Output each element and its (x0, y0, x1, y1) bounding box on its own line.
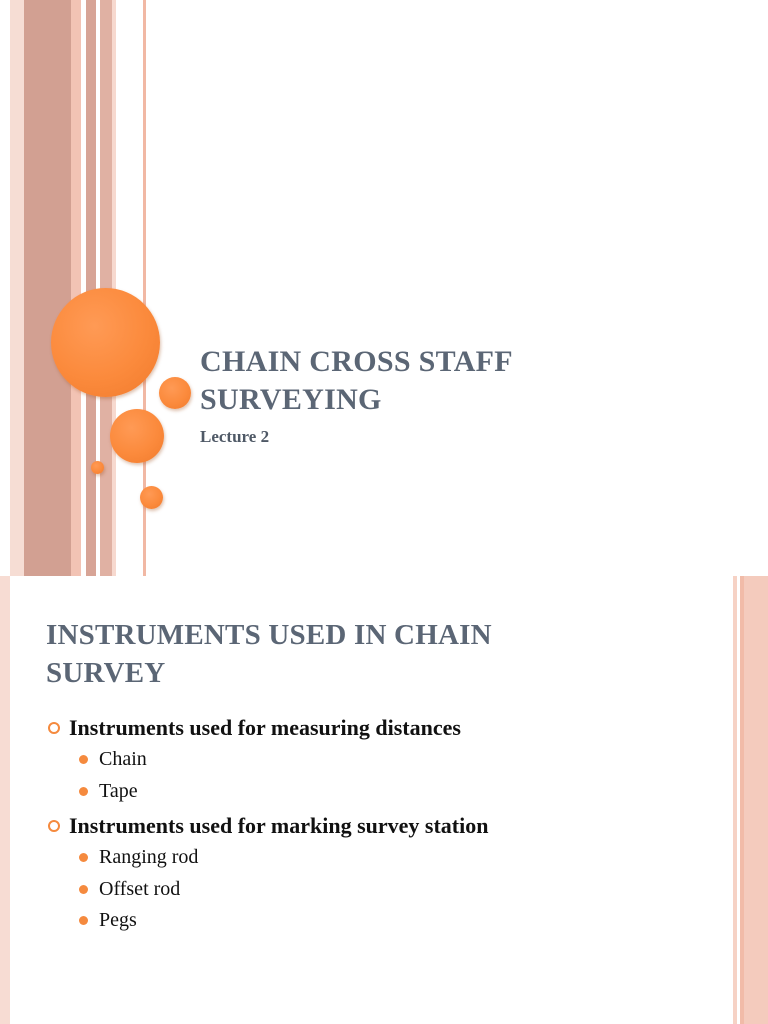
orange-circle-icon (140, 486, 163, 509)
filled-circle-bullet-icon (79, 885, 88, 894)
sub-list-item-text: Pegs (99, 909, 137, 931)
sub-list-item (69, 874, 708, 906)
right-edge-stripe (744, 576, 768, 1024)
slide-title (200, 343, 680, 419)
sub-list (69, 744, 708, 807)
stripe (71, 0, 81, 576)
list-item (48, 812, 708, 937)
orange-circle-icon (110, 409, 164, 463)
slide-title (46, 616, 686, 692)
sub-list-item-text: Tape (99, 779, 138, 802)
sub-list-item-text: Ranging rod (99, 846, 199, 868)
content-slide (0, 576, 768, 1024)
orange-circle-icon (159, 377, 191, 409)
slide-title-line: SURVEY (46, 657, 166, 689)
sub-list-item (69, 776, 708, 808)
filled-circle-bullet-icon (79, 916, 88, 925)
sub-list-item-text: Offset rod (99, 877, 181, 900)
filled-circle-bullet-icon (79, 755, 88, 764)
filled-circle-bullet-icon (79, 787, 88, 796)
hollow-circle-bullet-icon (48, 820, 60, 832)
stripe (10, 0, 24, 576)
list-item (48, 714, 708, 807)
sub-list-item (69, 744, 708, 776)
sub-list-item-text: Chain (99, 748, 147, 770)
hollow-circle-bullet-icon (48, 722, 60, 734)
sub-list-item (69, 842, 708, 874)
sub-list (69, 842, 708, 937)
list-item-text: Instruments used for measuring distances (69, 715, 461, 740)
bullet-list (48, 714, 708, 937)
slide-title-line: INSTRUMENTS USED IN CHAIN (46, 619, 492, 651)
decorative-stripes (0, 0, 150, 576)
list-item-text: Instruments used for marking survey station (69, 813, 489, 838)
stripe (24, 0, 71, 576)
slide-title-line: CHAIN CROSS STAFF (200, 345, 513, 378)
filled-circle-bullet-icon (79, 853, 88, 862)
orange-circle-icon (51, 288, 160, 397)
sub-list-item (69, 905, 708, 937)
orange-circle-icon (91, 461, 104, 474)
slide-subtitle: Lecture 2 (200, 427, 270, 446)
left-edge-stripe (0, 576, 10, 1024)
slide-title-line: SURVEYING (200, 383, 382, 416)
